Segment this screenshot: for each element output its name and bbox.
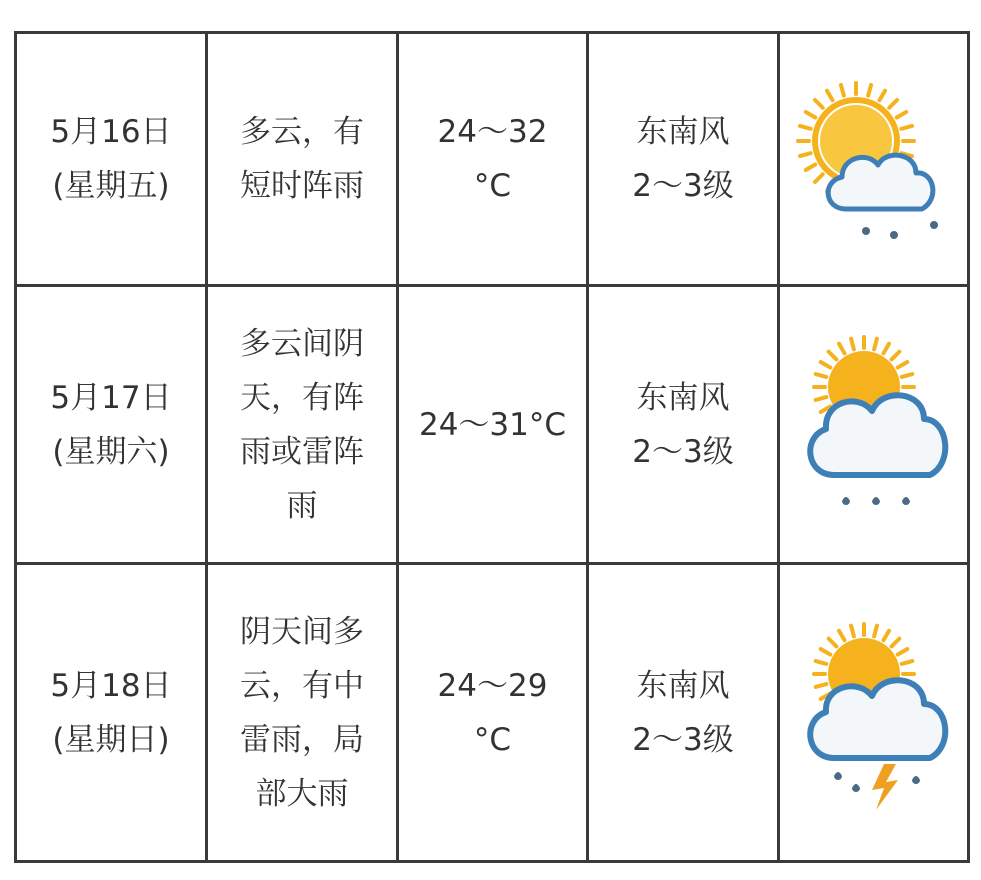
temperature-text: 24～32 °C [437,114,548,204]
condition-text: 阴天间多 云，有中 雷雨，局 部大雨 [240,613,364,812]
temperature-cell [398,33,588,286]
weather-icon-cell [779,286,969,564]
forecast-row [16,564,969,862]
wind-text: 东南风 2～3级 [632,667,734,758]
wind-text: 东南风 2～3级 [632,114,734,204]
weather-forecast-table [14,31,970,863]
forecast-row [16,33,969,286]
cloudy-rain-icon [784,325,964,525]
forecast-row [16,286,969,564]
wind-cell [588,33,779,286]
date-text: 5月18日 (星期日) [50,667,172,758]
thunderstorm-icon [784,608,964,818]
wind-text: 东南风 2～3级 [632,379,734,470]
condition-cell [207,33,398,286]
weather-icon-cell [779,33,969,286]
temperature-text: 24～31°C [418,406,567,443]
temperature-text: 24～29 °C [437,667,548,758]
date-text: 5月16日 (星期五) [50,114,172,204]
condition-text: 多云，有 短时阵雨 [240,114,364,204]
date-cell [16,564,207,862]
weather-icon-cell [779,564,969,862]
condition-cell [207,564,398,862]
date-text: 5月17日 (星期六) [50,379,172,470]
condition-text: 多云间阴 天，有阵 雨或雷阵 雨 [240,325,364,524]
wind-cell [588,564,779,862]
condition-cell [207,286,398,564]
wind-cell [588,286,779,564]
partly-cloudy-showers-icon [784,69,964,249]
temperature-cell [398,564,588,862]
date-cell [16,286,207,564]
date-cell [16,33,207,286]
temperature-cell [398,286,588,564]
